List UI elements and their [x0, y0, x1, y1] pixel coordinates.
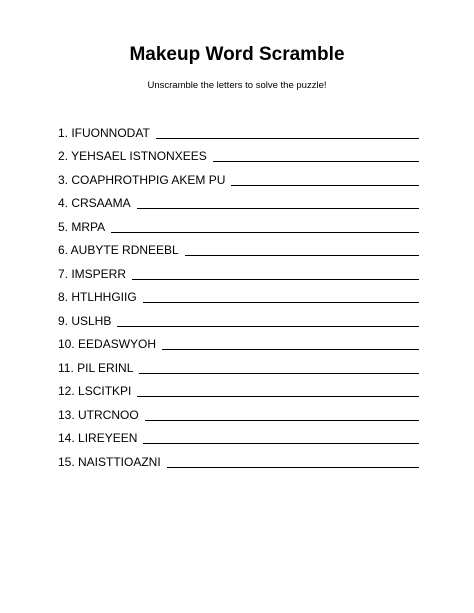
- scrambled-word: 8. HTLHHGIIG: [58, 290, 137, 304]
- scrambled-word: 2. YEHSAEL ISTNONXEES: [58, 149, 207, 163]
- answer-line: [185, 255, 419, 256]
- worksheet-instructions: Unscramble the letters to solve the puzzle!: [147, 80, 327, 91]
- answer-line: [132, 279, 419, 280]
- scrambled-word: 15. NAISTTIOAZNI: [58, 454, 161, 469]
- scramble-item: [58, 281, 419, 305]
- answer-line: [156, 138, 419, 139]
- scramble-item: [58, 187, 419, 211]
- answer-line: [162, 349, 419, 350]
- scrambled-word: 13. UTRCNOO: [58, 407, 139, 422]
- scrambled-word: 1. IFUONNODAT: [58, 125, 150, 140]
- answer-line: [137, 208, 419, 209]
- scramble-item: [58, 422, 419, 446]
- scramble-item: [58, 351, 419, 375]
- scrambled-word: 3. COAPHROTHPIG AKEM PU: [58, 172, 226, 187]
- scramble-item: [58, 163, 419, 187]
- answer-line: [167, 467, 419, 468]
- scrambled-word: 12. LSCITKPI: [58, 384, 132, 398]
- scramble-item: [58, 375, 419, 399]
- answer-line: [143, 443, 419, 444]
- scrambled-word: 9. USLHB: [58, 313, 112, 328]
- scrambled-word: 6. AUBYTE RDNEEBL: [58, 243, 179, 257]
- answer-line: [231, 185, 419, 186]
- answer-line: [139, 373, 419, 374]
- scramble-list: [58, 116, 419, 469]
- scramble-item: [58, 210, 419, 234]
- scramble-item: [58, 398, 419, 422]
- scrambled-word: 7. IMSPERR: [58, 266, 127, 281]
- worksheet-title: Makeup Word Scramble: [129, 44, 345, 65]
- scramble-item: [58, 257, 419, 281]
- scrambled-word: 11. PIL ERINL: [58, 360, 134, 375]
- scrambled-word: 10. EEDASWYOH: [58, 337, 157, 351]
- scramble-item: [58, 234, 419, 258]
- answer-line: [137, 396, 419, 397]
- answer-line: [117, 326, 419, 327]
- scramble-item: [58, 140, 419, 164]
- scrambled-word: 4. CRSAAMA: [58, 196, 131, 210]
- scramble-item: [58, 116, 419, 140]
- answer-line: [213, 161, 419, 162]
- scramble-item: [58, 445, 419, 469]
- answer-line: [143, 302, 419, 303]
- answer-line: [145, 420, 419, 421]
- scramble-item: [58, 328, 419, 352]
- scrambled-word: 14. LIREYEEN: [58, 431, 138, 445]
- scrambled-word: 5. MRPA: [58, 219, 106, 234]
- answer-line: [111, 232, 419, 233]
- scramble-item: [58, 304, 419, 328]
